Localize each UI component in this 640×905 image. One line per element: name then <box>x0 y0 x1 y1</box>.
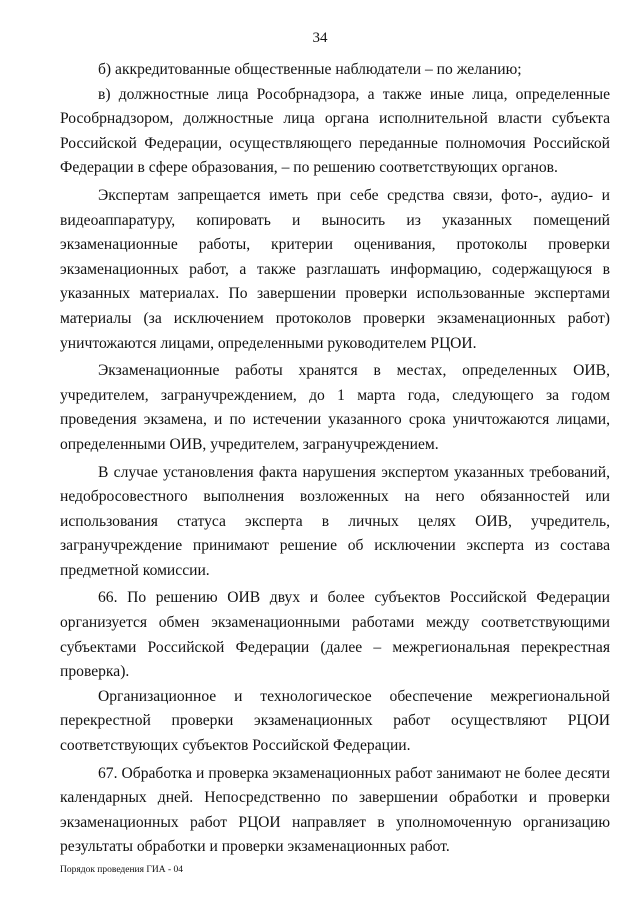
paragraph-66: 66. По решению ОИВ двух и более субъектов Российской Федерации организуется обмен экзаменационными работами между соответствующими субъектами Российской Федерации (далее – межрегиональная перекрестная проверка). <box>60 589 610 681</box>
paragraph-officials: в) должностные лица Рособрнадзора, а также иные лица, определенные Рособрнадзором, должностные лица органа исполнительной власти субъекта Российской Федерации, осуществляющего переданные полномочия Российской Федерации в сфере образования, – по решению соответствующих органов. <box>60 85 610 177</box>
paragraph-67: 67. Обработка и проверка экзаменационных работ занимают не более десяти календарных дней. Непосредственно по завершении обработки и проверки экзаменационных работ РЦОИ направляет в уполномоченную организацию результаты обработки и проверки экзаменационных работ. <box>60 764 610 856</box>
paragraph-organization: Организационное и технологическое обеспечение межрегиональной перекрестной проверки экзаменационных работ осуществляют РЦОИ соответствующих субъектов Российской Федерации. <box>60 687 610 755</box>
document-body <box>60 58 610 860</box>
paragraph-expert-restrictions: Экспертам запрещается иметь при себе средства связи, фото-, аудио- и видеоаппаратуру, копировать и выносить из указанных помещений экзаменационные работы, критерии оценивания, протоколы проверки экзаменационных работ, а также разглашать информацию, содержащуюся в указанных материалах. По завершении проверки использованные экспертами материалы (за исключением протоколов проверки экзаменационных работ) уничтожаются лицами, определенными руководителем РЦОИ. <box>60 186 610 352</box>
paragraph-observers: б) аккредитованные общественные наблюдатели – по желанию; <box>98 61 522 78</box>
paragraph-storage: Экзаменационные работы хранятся в местах, определенных ОИВ, учредителем, загранучреждением, до 1 марта года, следующего за годом проведения экзамена, и по истечении указанного срока уничтожаются лицами, определенными ОИВ, учредителем, загранучреждением. <box>60 362 610 453</box>
paragraph-violation: В случае установления факта нарушения экспертом указанных требований, недобросовестного выполнения возложенных на него обязанностей или использования статуса эксперта в личных целях ОИВ, учредитель, загранучреждение принимают решение об исключении эксперта из состава предметной комиссии. <box>60 463 610 579</box>
page-number: 34 <box>312 30 328 46</box>
footer-note: Порядок проведения ГИА - 04 <box>60 865 183 875</box>
